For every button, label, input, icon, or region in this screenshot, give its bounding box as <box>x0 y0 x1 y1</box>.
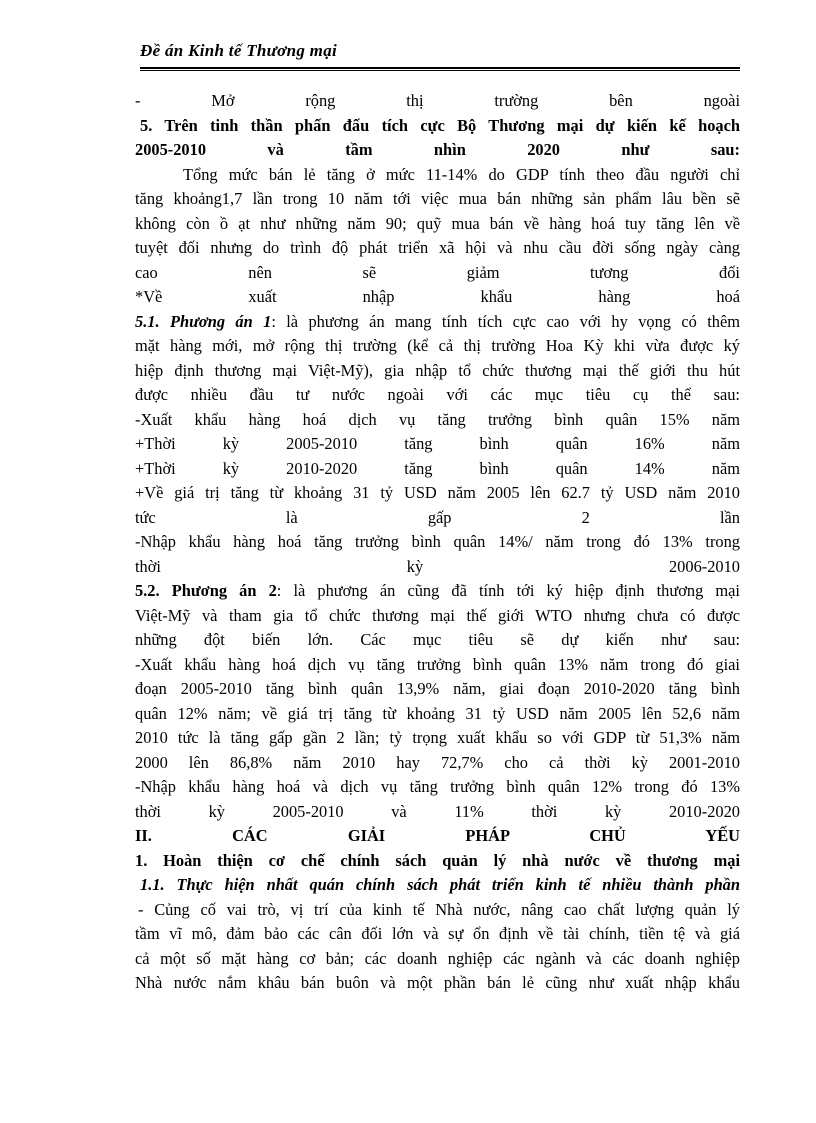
paragraph-line: những đột biến lớn. Các mục tiêu sẽ dự kiến như sau: <box>135 630 740 649</box>
paragraph-line: không còn ồ ạt như những năm 90; quỹ mua bán về hàng hoá tuy tăng lên về <box>135 213 740 233</box>
document-body <box>135 89 740 996</box>
option-1-label: 5.1. Phương án 1 <box>135 311 272 331</box>
section-heading-5-cont: 2005-2010 và tầm nhìn 2020 như sau: <box>135 140 740 159</box>
paragraph-line: -Nhập khẩu hàng hoá tăng trưởng bình quân 14%/ năm trong đó 13% trong <box>135 532 740 551</box>
option-1-text: : là phương án mang tính tích cực cao với hy vọng có thêm <box>271 311 740 331</box>
paragraph-line: 2010 tức là tăng gấp gần 2 lần; tỷ trọng xuất khẩu so với GDP từ 51,3% năm <box>135 728 740 747</box>
paragraph-line: quân 12% năm; về giá trị tăng từ khoảng 31 tỷ USD năm 2005 lên 52,6 năm <box>135 703 740 723</box>
paragraph-line: thời kỳ 2005-2010 và 11% thời kỳ 2010-2020 <box>135 801 740 821</box>
paragraph-line: +Thời kỳ 2010-2020 tăng bình quân 14% năm <box>135 458 740 478</box>
paragraph-line: - Củng cố vai trò, vị trí của kinh tế Nhà nước, nâng cao chất lượng quản lý <box>138 899 740 919</box>
section-heading-5: 5. Trên tinh thần phấn đấu tích cực Bộ Thương mại dự kiến kế hoạch <box>140 115 740 135</box>
paragraph-line: thời kỳ 2006-2010 <box>135 556 740 576</box>
page-header <box>140 40 740 71</box>
paragraph-line: Việt-Mỹ và tham gia tổ chức thương mại thế giới WTO nhưng chưa có được <box>135 605 740 625</box>
subsection-heading-1: 1. Hoàn thiện cơ chế chính sách quản lý nhà nước về thương mại <box>135 850 740 870</box>
header-title: Đề án Kinh tế Thương mại <box>140 41 338 60</box>
paragraph-line: +Thời kỳ 2005-2010 tăng bình quân 16% năm <box>135 434 740 453</box>
paragraph-line: đoạn 2005-2010 tăng bình quân 13,9% năm, giai đoạn 2010-2020 tăng bình <box>135 679 740 698</box>
paragraph-line: tức là gấp 2 lần <box>135 507 740 527</box>
paragraph-line: cao nên sẽ giảm tương đối <box>135 262 740 282</box>
paragraph-line: hiệp định thương mại Việt-Mỹ), gia nhập tổ chức thương mại thế giới thu hút <box>135 360 740 380</box>
paragraph-line: 2000 lên 86,8% năm 2010 hay 72,7% cho cả thời kỳ 2001-2010 <box>135 752 740 772</box>
paragraph-line: -Xuất khẩu hàng hoá dịch vụ tăng trưởng bình quân 13% năm trong đó giai <box>135 654 740 674</box>
paragraph-line: được nhiều đầu tư nước ngoài với các mục tiêu cụ thể sau: <box>135 385 740 404</box>
body-line: - Mở rộng thị trường bên ngoài <box>135 91 740 110</box>
option-2-line <box>135 579 740 604</box>
paragraph-line: Nhà nước nắm khâu bán buôn và một phần bán lẻ cũng như xuất nhập khẩu <box>135 973 740 992</box>
subsection-heading-1-1: 1.1. Thực hiện nhất quán chính sách phát triển kinh tế nhiều thành phần <box>140 875 740 894</box>
paragraph-line: tuyệt đối nhưng do trình độ phát triển xã hội và nhu cầu đời sống ngày càng <box>135 238 740 257</box>
paragraph-line: tăng khoảng1,7 lần trong 10 năm tới việc mua bán những sản phẩm lâu bền sẽ <box>135 189 740 208</box>
paragraph-line: +Về giá trị tăng từ khoảng 31 tỷ USD năm 2005 lên 62.7 tỷ USD năm 2010 <box>135 483 740 502</box>
paragraph-line: tầm vĩ mô, đảm bảo các cân đối lớn và sự ổn định về tài chính, tiền tệ và giá <box>135 924 740 943</box>
option-2-text: : là phương án cũng đã tính tới ký hiệp định thương mại <box>276 581 740 600</box>
paragraph-line: -Nhập khẩu hàng hoá và dịch vụ tăng trưởng bình quân 12% trong đó 13% <box>135 777 740 796</box>
option-1-line <box>135 310 740 335</box>
paragraph-line: mặt hàng mới, mở rộng thị trường (kể cả thị trường Hoa Kỳ khi vừa được ký <box>135 336 740 355</box>
paragraph-line: cả một số mặt hàng cơ bản; các doanh nghiệp các ngành và các doanh nghiệp <box>135 948 740 968</box>
paragraph-line: *Về xuất nhập khẩu hàng hoá <box>135 287 740 306</box>
option-2-label: 5.2. Phương án 2 <box>135 581 277 600</box>
paragraph-line: Tổng mức bán lẻ tăng ở mức 11-14% do GDP tính theo đầu người chỉ <box>183 164 740 184</box>
header-rule <box>140 67 740 71</box>
section-heading-ii: II. CÁC GIẢI PHÁP CHỦ YẾU <box>135 826 740 845</box>
paragraph-line: -Xuất khẩu hàng hoá dịch vụ tăng trưởng bình quân 15% năm <box>135 409 740 429</box>
